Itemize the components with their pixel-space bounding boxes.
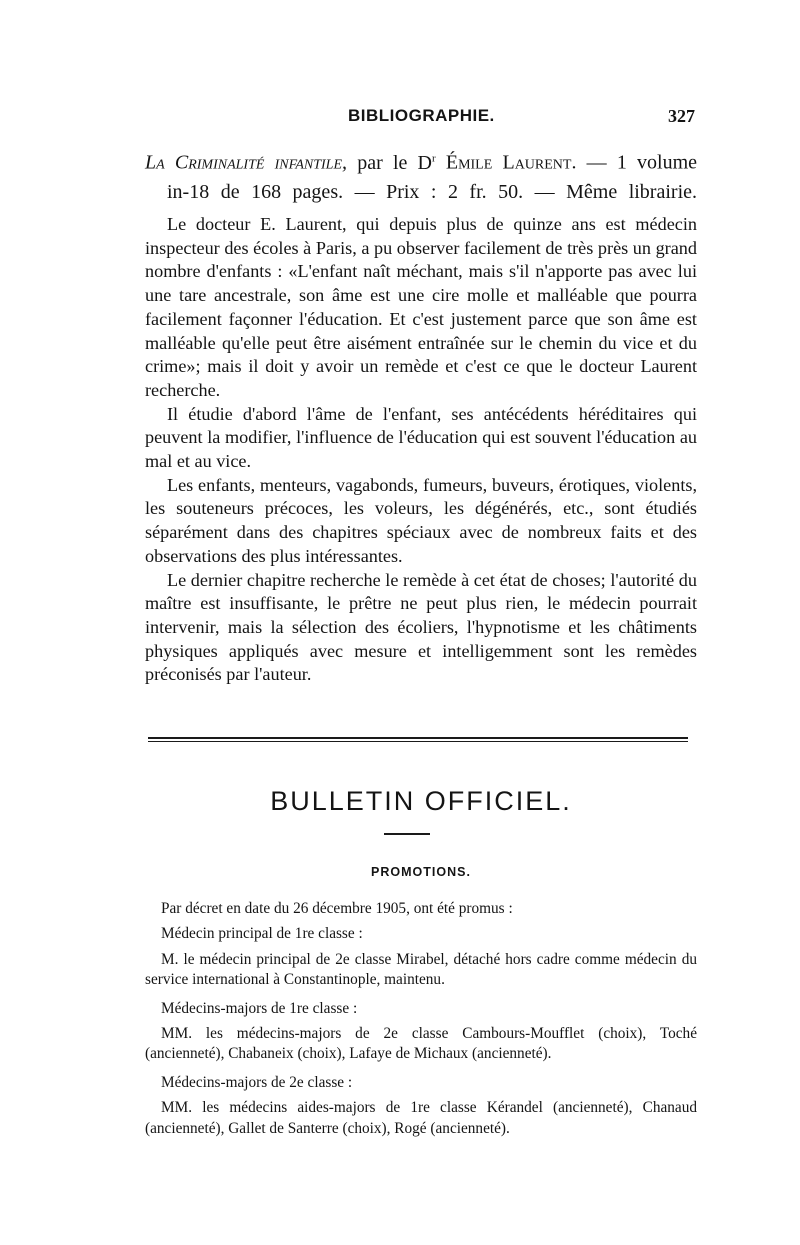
page-number: 327: [668, 106, 695, 126]
section-divider: [148, 737, 688, 742]
book-title: La Criminalité infantile,: [145, 151, 348, 174]
decree-line: Par décret en date du 26 décembre 1905, ont été promus :: [161, 900, 513, 917]
book-author: Émile Laurent.: [445, 151, 577, 174]
promotion-names: MM. les médecins aides-majors de 1re classe Kérandel (ancienneté), Chanaud (ancienneté), Gallet de Santerre (choix), Rogé (ancienneté).: [145, 1099, 697, 1137]
review-paragraph: Le dernier chapitre recherche le remède à cet état de choses; l'autorité du maître est insuffisante, le prêtre ne peut plus rien, le médecin pourrait intervenir, mais la sélection des écoliers, l'hypnotisme et les châtiments physiques appliqués avec mesure et intelligemment sont les remèdes préconisés par l'auteur.: [145, 569, 697, 685]
review-paragraph: Le docteur E. Laurent, qui depuis plus de quinze ans est médecin inspecteur des écoles à Paris, a pu observer facilement de très près un grand nombre d'enfants : «L'enfant naît méchant, mais s'il n'apporte pas avec lui une tare ancestrale, son âme est une cire molle et malléable que pourra facilement façonner l'éducation. Et c'est justement parce que son âme est malléable qu'elle peut être aisément entraînée sur le chemin du vice et du crime»; mais il doit y avoir un remède et c'est ce que le docteur Laurent recherche.: [145, 214, 697, 400]
promotions-list: [145, 899, 697, 1147]
promotion-names: MM. les médecins-majors de 2e classe Cambours-Moufflet (choix), Toché (ancienneté), Chabaneix (choix), Lafaye de Michaux (ancienneté).: [145, 1025, 697, 1063]
book-details: in-18 de 168 pages. — Prix : 2 fr. 50. — Même librairie.: [167, 180, 697, 203]
review-entry-heading: [145, 144, 697, 207]
promotions-heading: PROMOTIONS.: [371, 865, 471, 879]
review-body: [145, 213, 697, 687]
grade-heading: Médecin principal de 1re classe :: [161, 925, 363, 943]
promotion-names: M. le médecin principal de 2e classe Mirabel, détaché hors cadre comme médecin du service international à Constantinople, maintenu.: [145, 950, 697, 989]
book-volume: — 1 volume: [576, 151, 698, 174]
by-text: par le $D^r$: [357, 151, 436, 174]
bulletin-title: BULLETIN OFFICIEL.: [270, 786, 572, 816]
running-title: BIBLIOGRAPHIE.: [348, 106, 495, 125]
running-head: [145, 106, 695, 134]
grade-heading: Médecins-majors de 1re classe :: [161, 999, 358, 1017]
review-paragraph: Il étudie d'abord l'âme de l'enfant, ses antécédents héréditaires qui peuvent la modifier, l'influence de l'éducation qui est souvent l'éducation au mal et au vice.: [145, 403, 697, 472]
entry-heading-line-1: [145, 144, 697, 178]
grade-heading: Médecins-majors de 2e classe :: [161, 1073, 353, 1091]
title-underline: [384, 833, 430, 835]
review-paragraph: Les enfants, menteurs, vagabonds, fumeurs, buveurs, érotiques, violents, les souteneurs précoces, les voleurs, les dégénérés, etc., sont étudiés séparément dans des chapitres spéciaux avec de nombreux faits et des observations des plus intéressantes.: [145, 474, 697, 566]
